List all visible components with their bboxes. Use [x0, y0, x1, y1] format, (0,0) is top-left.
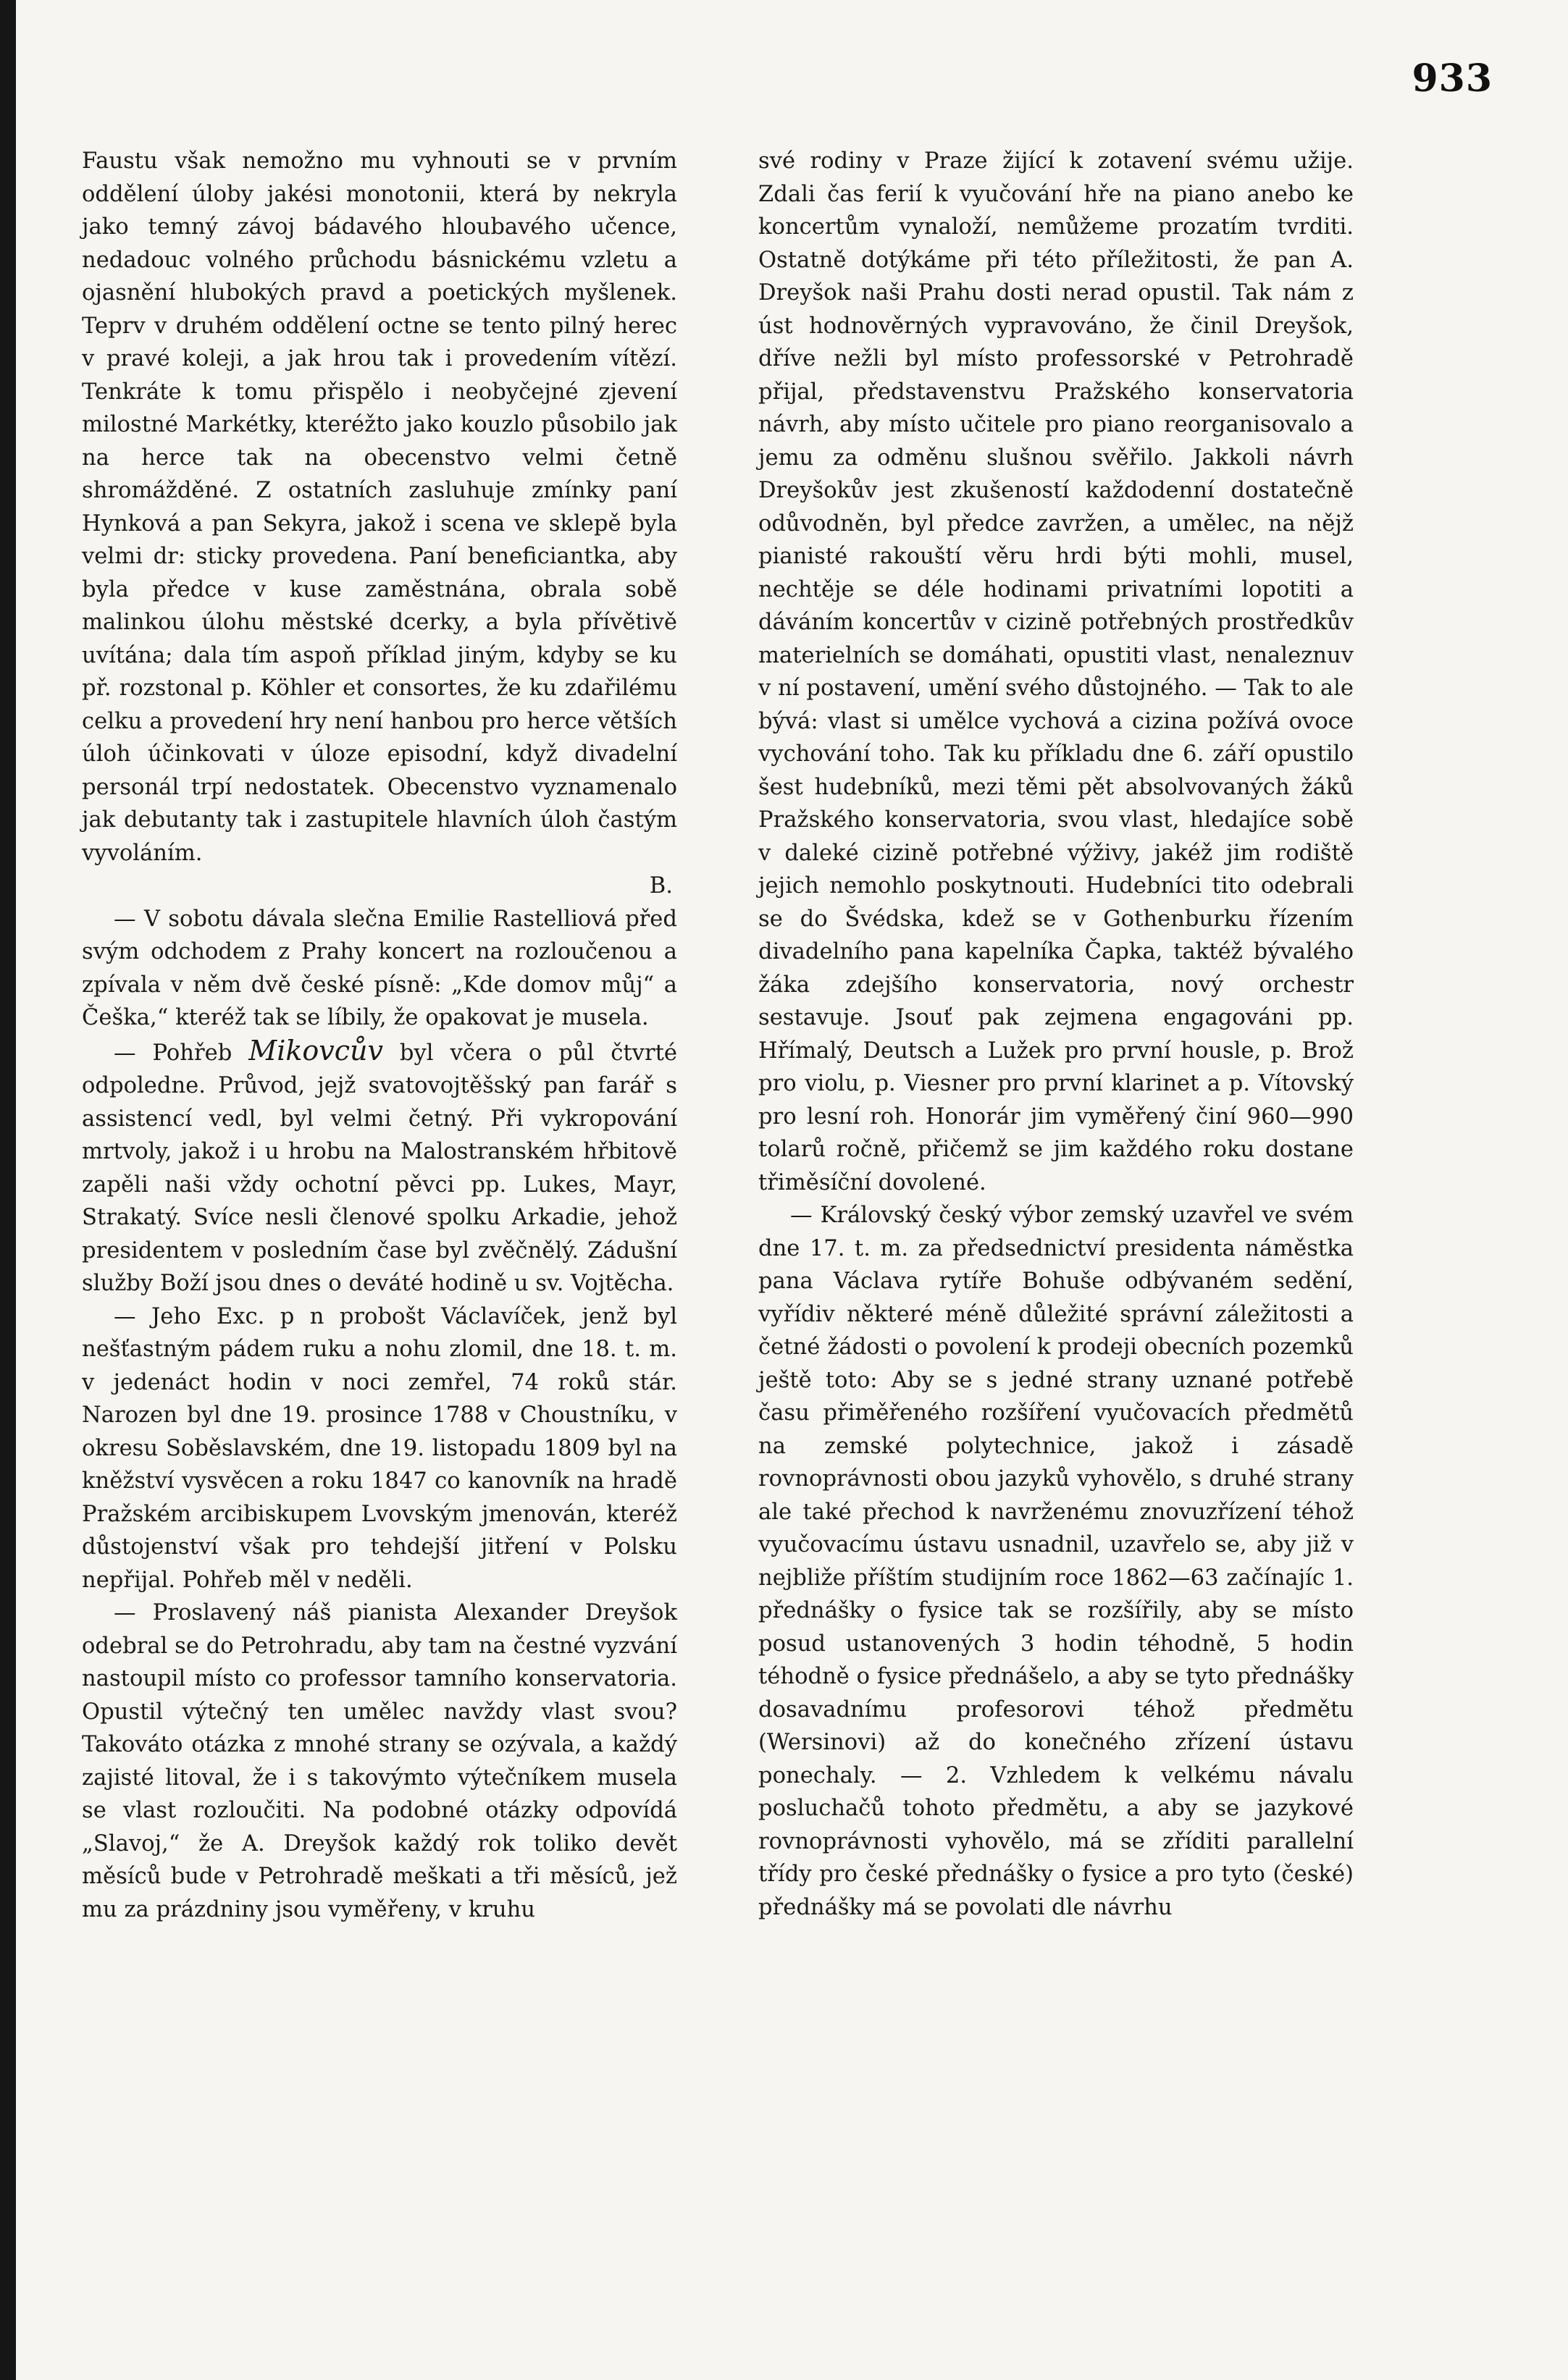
- right-column: [758, 145, 1354, 1924]
- mikovec-funeral-news: [82, 1035, 677, 1300]
- funeral-name-italic: Mikovcův: [248, 1034, 383, 1067]
- funeral-news-body: byl včera o půl čtvrté odpoledne. Průvod, jejž svatovojtěšský pan farář s assistencí vedl, byl velmi četný. Při vykropování mrtvoly, jakož i u hrobu na Malostranském hřbitově zapěli naši vždy ochotní pěvci pp. Lukes, Mayr, Strakatý. Svíce nesli členové spolku Arkadie, jehož presidentem v posledním čase byl zvěčnělý. Zádušní služby Boží jsou dnes o deváté hodině u sv. Vojtěcha.: [82, 1040, 677, 1296]
- provincial-committee-news: — Královský český výbor zemský uzavřel ve svém dne 17. t. m. za předsednictví presidenta náměstka pana Václava rytíře Bohuše odbývaném sedění, vyřídiv některé méně důležité správní záležitosti a četné žádosti o povolení k prodeji obecních pozemků ještě toto: Aby se s jedné strany uznané potřebě času přiměřeného rozšíření vyučovacích předmětů na zemské polytechnice, jakož i zásadě rovnoprávnosti obou jazyků vyhovělo, s druhé strany ale také přechod k navrženému znovuzřízení téhož vyučovacímu ústavu usnadnil, uzavřelo se, aby již v nejbliže příštím studijním roce 1862—63 začínajíc 1. přednášky o fysice tak se rozšířily, aby se místo posud ustanovených 3 hodin téhodně, 5 hodin téhodně o fysice přednášelo, a aby se tyto přednášky dosavadnímu profesorovi téhož předmětu (Wersinovi) až do konečného zřízení ústavu ponechaly. — 2. Vzhledem k velkému návalu posluchačů tohoto předmětu, a aby se jazykové rovnoprávnosti vyhovělo, má se zříditi parallelní třídy pro české přednášky o fysice a pro tyto (české) přednášky má se povolati dle návrhu: [758, 1203, 1354, 1920]
- rastelli-concert-news: — V sobotu dávala slečna Emilie Rastelliová před svým odchodem z Prahy koncert na rozloučenou a zpívala v něm dvě české písně: „Kde domov můj“ a Češka,“ kteréž tak se líbily, že opakovat je musela.: [82, 906, 677, 1030]
- left-column: [82, 145, 677, 1926]
- faust-review-paragraph: Faustu však nemožno mu vyhnouti se v prvním oddělení úloby jakési monotonii, která by nekryla jako temný závoj bádavého hloubavého učence, nedadouc volného průchodu básnickému vzletu a ojasnění hlubokých pravd a poetických myšlenek. Teprv v druhém oddělení octne se tento pilný herec v pravé koleji, a jak hrou tak i provedením vítězí. Tenkráte k tomu přispělo i neobyčejné zjevení milostné Markétky, kteréžto jako kouzlo působilo jak na herce tak na obecenstvo velmi četně shromážděné. Z ostatních zasluhuje zmínky paní Hynková a pan Sekyra, jakož i scena ve sklepě byla velmi dr: sticky provedena. Paní beneficiantka, aby byla předce v kuse zaměstnána, obrala sobě malinkou úlohu městské dcerky, a byla přívětivě uvítána; dala tím aspoň příklad jiným, kdyby se ku př. rozstonal p. Köhler et consortes, že ku zdařilému celku a provedení hry není hanbou pro herce větších úloh účinkovati v úloze episodní, když divadelní personál trpí nedostatek. Obecenstvo vyznamenalo jak debutanty tak i zastupitele hlavních úloh častým vyvoláním.: [82, 148, 677, 866]
- dreysok-news-continued: své rodiny v Praze žijící k zotavení svému užije. Zdali čas ferií k vyučování hře na piano anebo ke koncertům vynaloží, nemůžeme prozatím tvrditi. Ostatně dotýkáme při této příležitosti, že pan A. Dreyšok naši Prahu dosti nerad opustil. Tak nám z úst hodnověrných vypravováno, že činil Dreyšok, dříve nežli byl místo professorské v Petrohradě přijal, představenstvu Pražského konservatoria návrh, aby místo učitele pro piano reorganisovalo a jemu za odměnu slušnou svěřilo. Jakkoli návrh Dreyšokův jest zkušeností každodenní dostatečně odůvodněn, byl předce zavržen, a umělec, na nějž pianisté rakouští věru hrdi býti mohli, musel, nechtěje se déle hodinami privatními lopotiti a dáváním koncertův v cizině potřebných prostředkův materielních se domáhati, opustiti vlast, nenaleznuv v ní postavení, umění svého důstojného. — Tak to ale bývá: vlast si umělce vychová a cizina požívá ovoce vychování toho. Tak ku příkladu dne 6. září opustilo šest hudebníků, mezi těmi pět absolvovaných žáků Pražského konservatoria, svou vlast, hledajíce sobě v daleké cizině potřebné výživy, jakéž jim rodiště jejich nemohlo poskytnouti. Hudebníci tito odebrali se do Švédska, kdež se v Gothenburku řízením divadelního pana kapelníka Čapka, taktéž bývalého žáka zdejšího konservatoria, nový orchestr sestavuje. Jsouť pak zejmena engagováni pp. Hřímalý, Deutsch a Lužek pro první housle, p. Brož pro violu, p. Viesner pro první klarinet a p. Vítovský pro lesní roh. Honorár jim vyměřený činí 960—990 tolarů ročně, přičemž se jim každého roku dostane třiměsíční dovolené.: [758, 148, 1354, 1195]
- page-number: 933: [1412, 56, 1493, 101]
- funeral-news-lead: — Pohřeb: [114, 1040, 249, 1066]
- dreysok-news-start: — Proslavený náš pianista Alexander Dreyšok odebral se do Petrohradu, aby tam na čestné vyzvání nastoupil místo co professor tamního konservatoria. Opustil výtečný ten umělec navždy vlast svou? Takováto otázka z mnohé strany se ozývala, a každý zajisté litoval, že i s takovýmto výtečníkem musela se vlast rozloučiti. Na podobné otázky odpovídá „Slavoj,“ že A. Dreyšok každý rok toliko devět měsíců bude v Petrohradě meškati a tři měsíců, jež mu za prázdniny jsou vyměřeny, v kruhu: [82, 1600, 677, 1922]
- review-signature: B.: [649, 873, 673, 899]
- vaclavicek-obituary: — Jeho Exc. p n probošt Václavíček, jenž byl nešťastným pádem ruku a nohu zlomil, dne 18. t. m. v jedenáct hodin v noci zemřel, 74 roků stár. Narozen byl dne 19. prosince 1788 v Choustníku, v okresu Soběslavském, dne 19. listopadu 1809 byl na kněžství vysvěcen a roku 1847 co kanovník na hradě Pražském arcibiskupem Lvovským jmenován, kteréž důstojenství však pro tehdejší jitření v Polsku nepřijal. Pohřeb měl v neděli.: [82, 1303, 677, 1593]
